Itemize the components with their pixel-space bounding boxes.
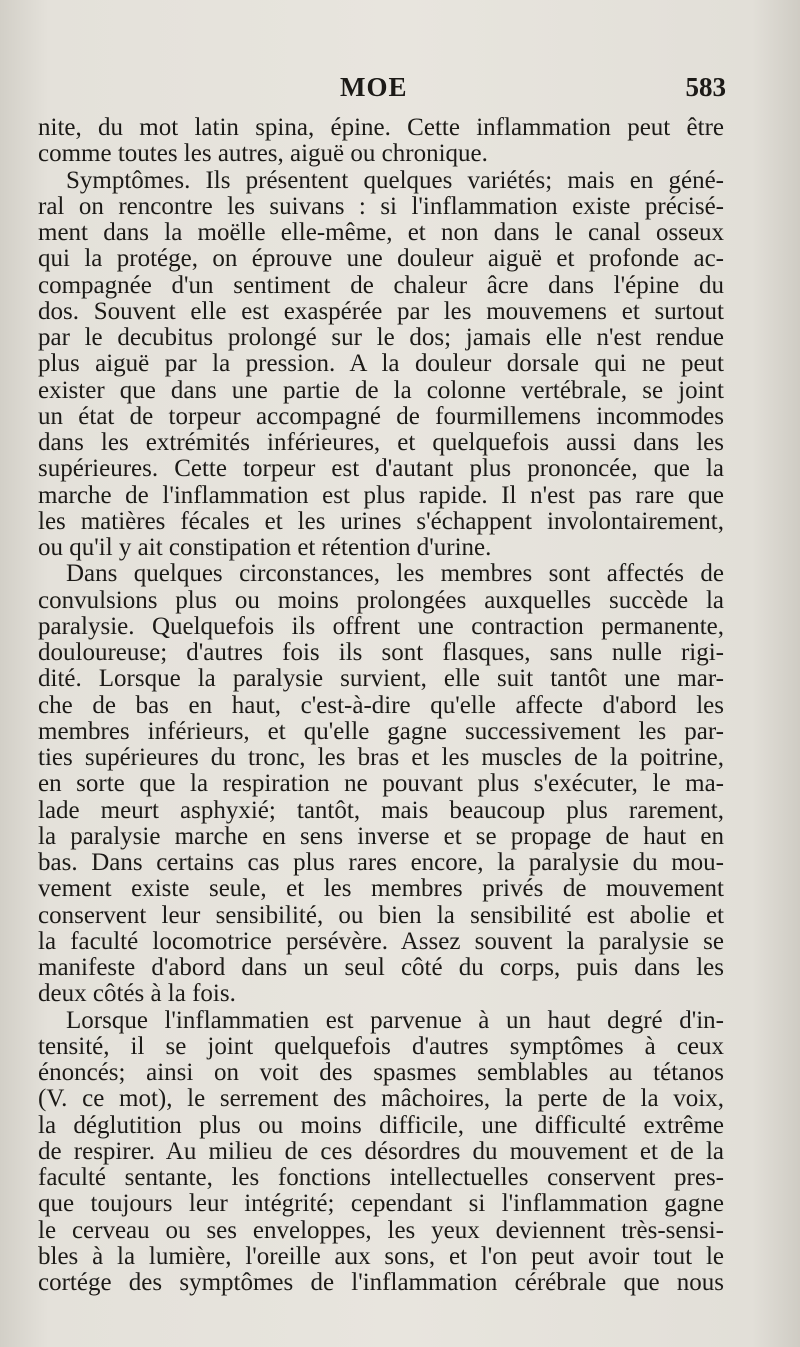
page-header — [0, 72, 800, 112]
text-line: les matières fécales et les urines s'échappent involontairement, — [38, 508, 724, 535]
text-line: que toujours leur intégrité; cependant si l'inflammation gagne — [38, 1191, 724, 1218]
text-line: paralysie. Quelquefois ils offrent une contraction permanente, — [38, 613, 724, 640]
text-line: la déglutition plus ou moins difficile, une difficulté extrême — [38, 1112, 724, 1139]
running-head: MOE — [340, 72, 408, 102]
text-line: de respirer. Au milieu de ces désordres du mouvement et de la — [38, 1138, 724, 1165]
text-line: bles à la lumière, l'oreille aux sons, et l'on peut avoir tout le — [38, 1243, 724, 1270]
text-line: en sorte que la respiration ne pouvant plus s'exécuter, le ma- — [38, 771, 724, 798]
text-line: dans les extrémités inférieures, et quelquefois aussi dans les — [38, 430, 724, 456]
text-line: qui la protége, on éprouve une douleur aiguë et profonde ac- — [38, 246, 724, 273]
text-line: comme toutes les autres, aiguë ou chronique. — [38, 141, 488, 168]
text-line: Dans quelques circonstances, les membres sont affectés de — [66, 561, 724, 588]
text-line: Symptômes. Ils présentent quelques variétés; mais en géné- — [66, 167, 724, 194]
text-line: manifeste d'abord dans un seul côté du corps, puis dans les — [38, 955, 724, 981]
text-line: tensité, il se joint quelquefois d'autres symptômes à ceux — [38, 1033, 724, 1060]
text-line: conservent leur sensibilité, ou bien la sensibilité est abolie et — [38, 902, 724, 929]
text-line: lade meurt asphyxié; tantôt, mais beaucoup plus rarement, — [38, 797, 724, 824]
text-line: énoncés; ainsi on voit des spasmes semblables au tétanos — [38, 1060, 724, 1086]
text-line: la faculté locomotrice persévère. Assez souvent la paralysie se — [38, 928, 724, 955]
text-line: par le decubitus prolongé sur le dos; jamais elle n'est rendue — [38, 325, 724, 351]
text-line: exister que dans une partie de la colonne vertébrale, se joint — [38, 377, 724, 404]
text-line: la paralysie marche en sens inverse et se propage de haut en — [38, 823, 724, 850]
text-line: convulsions plus ou moins prolongées auxquelles succède la — [38, 587, 724, 614]
text-line: ment dans la moëlle elle-même, et non dans le canal osseux — [38, 220, 724, 246]
text-line: ties supérieures du tronc, les bras et les muscles de la poitrine, — [38, 745, 724, 771]
text-line: membres inférieurs, et qu'elle gagne successivement les par- — [38, 718, 724, 745]
text-line: deux côtés à la fois. — [38, 981, 236, 1008]
text-line: marche de l'inflammation est plus rapide. Il n'est pas rare que — [38, 482, 724, 509]
page-number: 583 — [685, 72, 726, 102]
text-line: dos. Souvent elle est exaspérée par les mouvemens et surtout — [38, 298, 724, 325]
text-line: dité. Lorsque la paralysie survient, elle suit tantôt une mar- — [38, 666, 724, 693]
text-line: plus aiguë par la pression. A la douleur dorsale qui ne peut — [38, 351, 724, 378]
text-line: supérieures. Cette torpeur est d'autant plus prononcée, que la — [38, 456, 724, 483]
text-line: nite, du mot latin spina, épine. Cette inflammation peut être — [38, 115, 724, 141]
text-line: cortége des symptômes de l'inflammation cérébrale que nous — [38, 1270, 724, 1296]
text-line: bas. Dans certains cas plus rares encore, la paralysie du mou- — [38, 850, 724, 876]
text-line: ou qu'il y ait constipation et rétention d'urine. — [38, 535, 492, 561]
text-line: vement existe seule, et les membres privés de mouvement — [38, 876, 724, 903]
text-line: Lorsque l'inflammatien est parvenue à un haut degré d'in- — [66, 1007, 724, 1034]
text-line: le cerveau ou ses enveloppes, les yeux deviennent très-sensi- — [38, 1217, 724, 1244]
text-line: (V. ce mot), le serrement des mâchoires, la perte de la voix, — [38, 1086, 724, 1113]
text-line: compagnée d'un sentiment de chaleur âcre dans l'épine du — [38, 272, 724, 299]
body-text — [38, 115, 724, 1296]
text-line: un état de torpeur accompagné de fourmillemens incommodes — [38, 403, 724, 430]
text-line: che de bas en haut, c'est-à-dire qu'elle affecte d'abord les — [38, 692, 724, 719]
text-line: ral on rencontre les suivans : si l'inflammation existe précisé- — [38, 193, 724, 220]
text-line: douloureuse; d'autres fois ils sont flasques, sans nulle rigi- — [38, 640, 724, 666]
text-line: faculté sentante, les fonctions intellectuelles conservent pres- — [38, 1165, 724, 1191]
